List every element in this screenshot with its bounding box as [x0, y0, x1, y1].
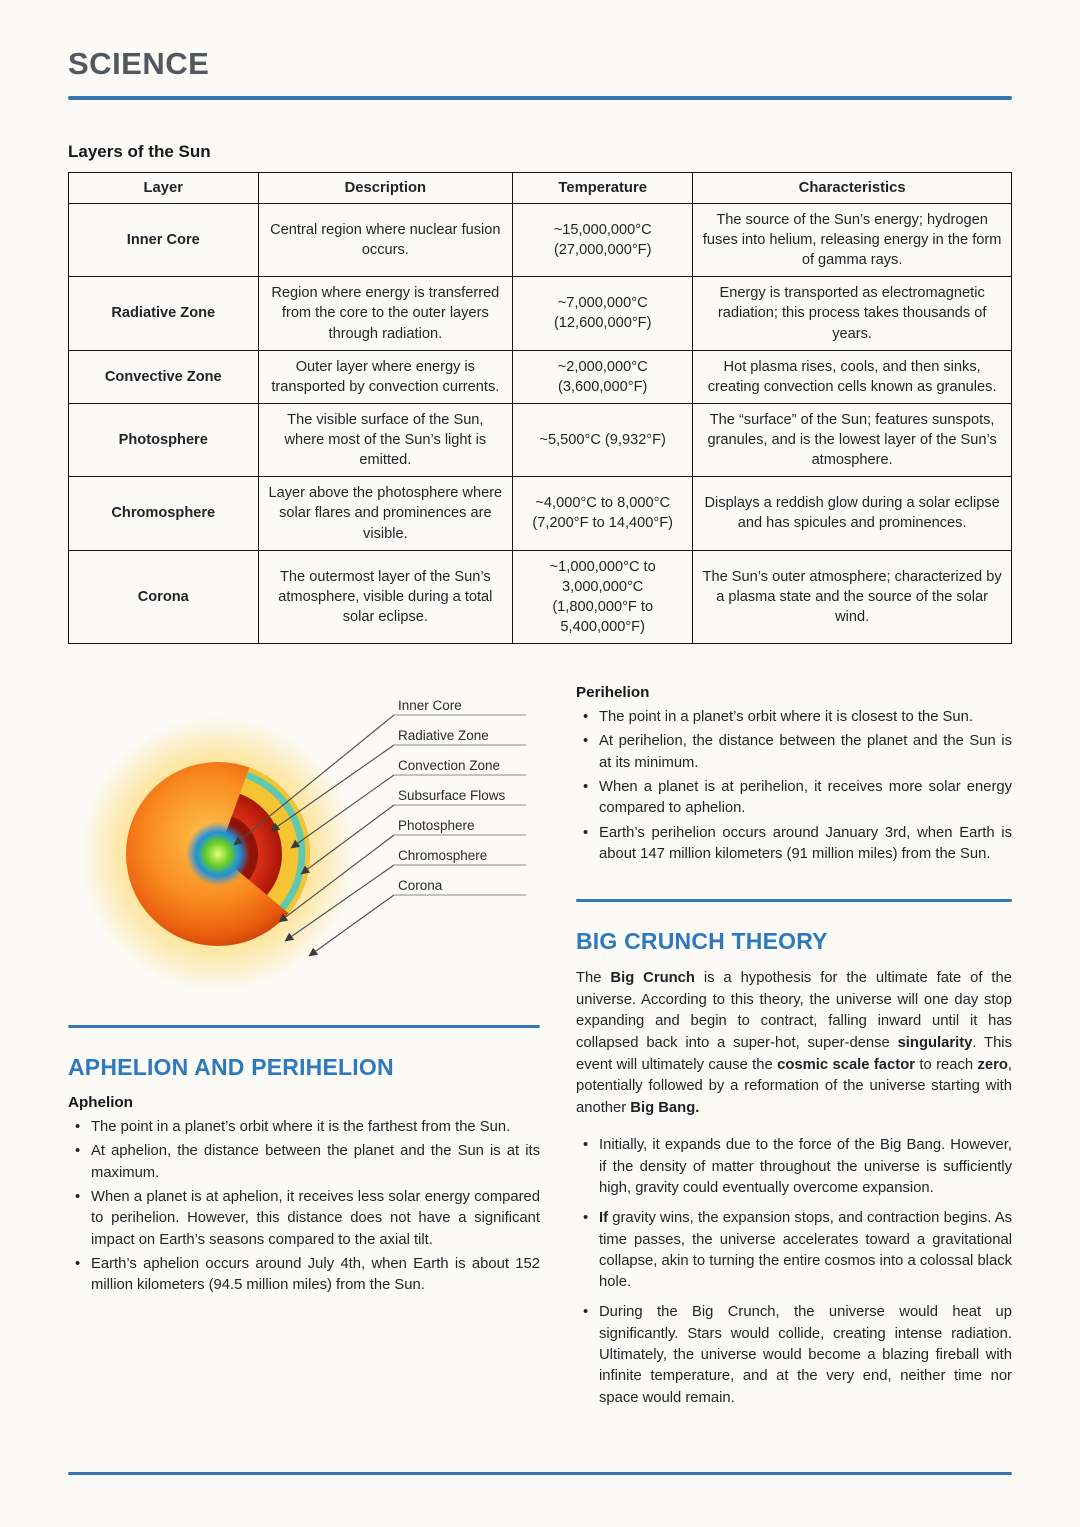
bullet-text: During the Big Crunch, the universe would heat up significantly. Stars would collide, creating intense radiation. Ultimately, the universe would become a blazing fireball with infinite temperature, and at the very end, neither time nor space would remain.	[599, 1304, 1012, 1406]
cell-layer: Chromosphere	[69, 477, 259, 550]
inner-core-sphere	[186, 822, 250, 886]
big-crunch-paragraph	[576, 968, 1012, 1119]
perihelion-bullet-list	[576, 707, 1012, 865]
bullet-text: gravity wins, the expansion stops, and contraction begins. As time passes, the universe accelerates toward a gravitational collapse, akin to turning the entire cosmos into a colossal black hole.	[599, 1210, 1012, 1291]
list-item: • At perihelion, the distance between the planet and the Sun is at its minimum.	[576, 731, 1012, 774]
cell-description: The outermost layer of the Sun’s atmosphere, visible during a total solar eclipse.	[258, 550, 513, 644]
paragraph-text-bold: Big Bang.	[630, 1099, 700, 1116]
cell-layer: Inner Core	[69, 203, 259, 276]
cell-description: Central region where nuclear fusion occurs.	[258, 203, 513, 276]
footer-divider	[68, 1472, 1012, 1476]
table-row	[69, 403, 1012, 476]
big-crunch-section-divider	[576, 899, 1012, 902]
cell-temperature: ~4,000°C to 8,000°C (7,200°F to 14,400°F)	[513, 477, 693, 550]
list-item	[576, 1302, 1012, 1408]
cell-temperature: ~15,000,000°C (27,000,000°F)	[513, 203, 693, 276]
table-row	[69, 350, 1012, 403]
list-item: • Earth’s perihelion occurs around January 3rd, when Earth is about 147 million kilometers (91 million miles) from the Sun.	[576, 823, 1012, 866]
list-item: • Earth’s aphelion occurs around July 4th, when Earth is about 152 million kilometers (94.5 million miles) from the Sun.	[68, 1254, 540, 1297]
paragraph-text-bold: cosmic scale factor	[777, 1056, 915, 1073]
cell-characteristics: The Sun’s outer atmosphere; characterized by a plasma state and the source of the solar wind.	[693, 550, 1012, 644]
diagram-label-subsurface-flows: Subsurface Flows	[398, 788, 506, 804]
paragraph-text: . This event will ultimately cause the	[576, 1035, 1012, 1073]
list-item	[576, 1208, 1012, 1293]
cell-layer: Convective Zone	[69, 350, 259, 403]
diagram-label-inner-core: Inner Core	[398, 698, 462, 714]
list-item: • When a planet is at perihelion, it receives more solar energy compared to aphelion.	[576, 777, 1012, 820]
cell-characteristics: Hot plasma rises, cools, and then sinks, creating convection cells known as granules.	[693, 350, 1012, 403]
aphelion-subheading: Aphelion	[68, 1094, 133, 1112]
list-item	[576, 1135, 1012, 1199]
cell-layer: Corona	[69, 550, 259, 644]
aphelion-section-divider	[68, 1025, 540, 1028]
cell-characteristics: Energy is transported as electromagnetic radiation; this process takes thousands of years.	[693, 277, 1012, 350]
cell-characteristics: Displays a reddish glow during a solar eclipse and has spicules and prominences.	[693, 477, 1012, 550]
diagram-label-radiative-zone: Radiative Zone	[398, 728, 489, 744]
table-row	[69, 477, 1012, 550]
table-row	[69, 277, 1012, 350]
header-divider	[68, 96, 1012, 100]
cell-description: Outer layer where energy is transported by convection currents.	[258, 350, 513, 403]
column-header-temperature: Temperature	[513, 172, 693, 203]
column-header-characteristics: Characteristics	[693, 172, 1012, 203]
cell-temperature: ~7,000,000°C (12,600,000°F)	[513, 277, 693, 350]
diagram-label-chromosphere: Chromosphere	[398, 848, 488, 864]
right-column	[576, 684, 1012, 1418]
diagram-label-photosphere: Photosphere	[398, 818, 475, 834]
sun-table-title: Layers of the Sun	[68, 141, 211, 161]
list-item: • The point in a planet’s orbit where it is the farthest from the Sun.	[68, 1117, 540, 1138]
big-crunch-bullet-list	[576, 1135, 1012, 1409]
paragraph-text: is a hypothesis for the ultimate fate of the universe. According to this theory, the universe will one day stop expanding and begin to contract, falling inward until it has collapsed back into a super-hot, super-dense	[576, 970, 1012, 1052]
cell-description: The visible surface of the Sun, where most of the Sun’s light is emitted.	[258, 403, 513, 476]
diagram-label-corona: Corona	[398, 878, 443, 894]
sun-diagram-svg	[68, 684, 540, 992]
big-crunch-heading: BIG CRUNCH THEORY	[576, 928, 828, 955]
cell-temperature: ~2,000,000°C (3,600,000°F)	[513, 350, 693, 403]
cell-characteristics: The source of the Sun’s energy; hydrogen fuses into helium, releasing energy in the form of gamma rays.	[693, 203, 1012, 276]
layers-of-sun-table	[68, 172, 1012, 645]
table-header-row	[69, 172, 1012, 203]
cell-layer: Photosphere	[69, 403, 259, 476]
column-header-layer: Layer	[69, 172, 259, 203]
paragraph-text-bold: singularity	[897, 1035, 973, 1052]
cell-description: Layer above the photosphere where solar flares and prominences are visible.	[258, 477, 513, 550]
paragraph-text: to reach	[915, 1056, 978, 1073]
left-column	[68, 684, 540, 1418]
paragraph-text-bold: zero	[977, 1056, 1008, 1073]
cell-layer: Radiative Zone	[69, 277, 259, 350]
sun-layers-diagram	[68, 684, 540, 997]
list-item: • The point in a planet’s orbit where it is closest to the Sun.	[576, 707, 1012, 728]
perihelion-subheading: Perihelion	[576, 684, 650, 702]
table-row	[69, 550, 1012, 644]
aphelion-bullet-list	[68, 1117, 540, 1296]
list-item: • At aphelion, the distance between the planet and the Sun is at its maximum.	[68, 1141, 540, 1184]
table-row	[69, 203, 1012, 276]
cell-temperature: ~1,000,000°C to 3,000,000°C (1,800,000°F to 5,400,000°F)	[513, 550, 693, 644]
diagram-label-convection-zone: Convection Zone	[398, 758, 501, 774]
aphelion-section-heading: APHELION AND PERIHELION	[68, 1054, 394, 1081]
cell-temperature: ~5,500°C (9,932°F)	[513, 403, 693, 476]
bullet-text: Initially, it expands due to the force of the Big Bang. However, if the density of matter throughout the universe is sufficiently high, gravity could eventually overcome expansion.	[599, 1137, 1012, 1196]
cell-description: Region where energy is transferred from the core to the outer layers through radiation.	[258, 277, 513, 350]
page-title: SCIENCE	[68, 46, 210, 81]
column-header-description: Description	[258, 172, 513, 203]
list-item: • When a planet is at aphelion, it receives less solar energy compared to perihelion. However, this distance does not have a significant impact on Earth’s seasons compared to the axial tilt.	[68, 1187, 540, 1251]
paragraph-text: , potentially followed by a reformation of the universe starting with another	[576, 1056, 1013, 1116]
paragraph-text: The	[576, 970, 611, 987]
cell-characteristics: The “surface” of the Sun; features sunspots, granules, and is the lowest layer of the Sun’s atmosphere.	[693, 403, 1012, 476]
paragraph-text-bold: Big Crunch	[610, 970, 695, 987]
bullet-text-bold: If	[599, 1210, 609, 1227]
